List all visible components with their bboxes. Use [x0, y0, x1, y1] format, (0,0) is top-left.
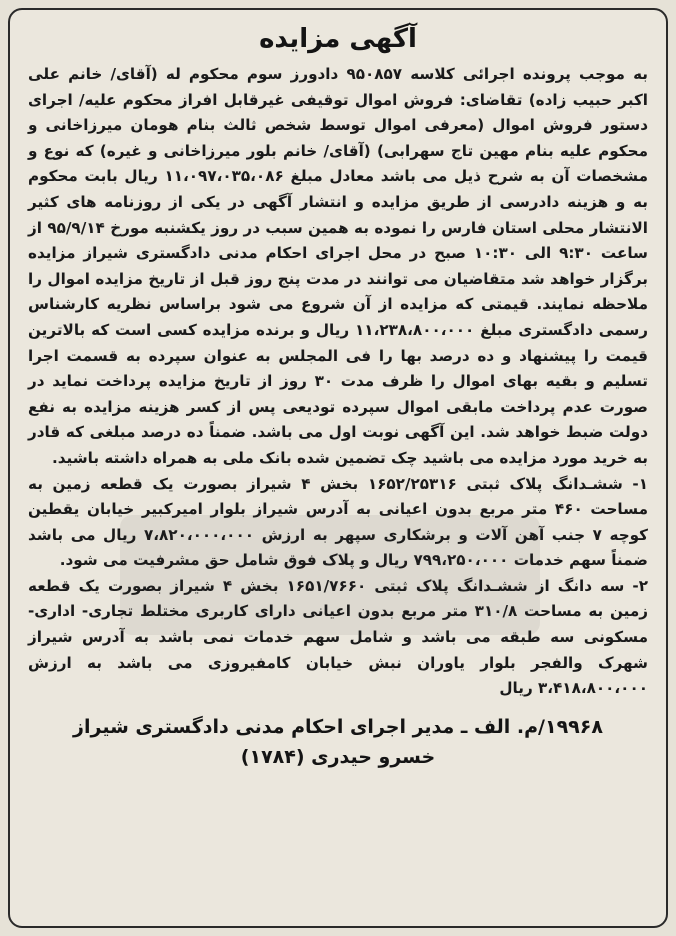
notice-body — [28, 62, 648, 702]
auction-item-2: ۲- سه دانگ از ششـدانگ پلاک ثبتی ۱۶۵۱/۷۶۶۰ بخش ۴ شیراز بصورت یک قطعه زمین به مساحت ۳۱۰/۸ متر مربع بدون اعیانی دارای کاربری مختلط تجاری- اداری- مسکونی سه طبقه می باشد و شامل سهم خدمات نمی باشد به آدرس شیراز شهرک والفجر بلوار یاوران نبش خیابان کامفیروزی می باشد به ارزش ۳،۴۱۸،۸۰۰،۰۰۰ ریال — [28, 576, 649, 698]
auction-item-1: ۱- ششـدانگ پلاک ثبتی ۱۶۵۲/۲۵۳۱۶ بخش ۴ شیراز بصورت یک قطعه زمین به مساحت ۴۶۰ متر مربع بدون اعیانی به آدرس شیراز بلوار امیرکبیر خیابان یقطین کوچه ۷ جنب آهن آلات و برشکاری سپهر به ارزش ۷،۸۲۰،۰۰۰،۰۰۰ ریال می باشد ضمناً سهم خدمات ۷۹۹،۲۵۰،۰۰۰ ریال و پلاک فوق شامل حق مشرفیت می شود. — [28, 474, 648, 570]
main-paragraph: به موجب پرونده اجرائی کلاسه ۹۵۰۸۵۷ دادورز سوم محکوم له (آقای/ خانم علی اکبر حبیب زاده) تقاضای: فروش اموال توقیفی غیرقابل افراز محکوم علیه/ اجرای دستور فروش اموال (معرفی اموال توسط شخص ثالث بنام هومان میرزاخانی و محکوم علیه بنام مهین تاج سهرابی) (آقای/ خانم بلور میرزاخانی و غیره) که نوع و مشخصات آن به شرح ذیل می باشد معادل مبلغ ۱۱،۰۹۷،۰۳۵،۰۸۶ ریال بابت محکوم به و هزینه دادرسی از طریق مزایده و انتشار آگهی در یکی از روزنامه های کثیر الانتشار محلی استان فارس را نموده به همین سبب در روز یکشنبه مورخ ۹۵/۹/۱۴ از ساعت ۹:۳۰ الی ۱۰:۳۰ صبح در محل اجرای احکام مدنی دادگستری شیراز مزایده برگزار خواهد شد متقاضیان می توانند در مدت پنج روز قبل از تاریخ مزایده اموال را ملاحظه نمایند. قیمتی که مزایده از آن شروع می شود براساس نظریه کارشناس رسمی دادگستری مبلغ ۱۱،۲۳۸،۸۰۰،۰۰۰ ریال و برنده مزایده کسی است که بالاترین قیمت را پیشنهاد و ده درصد بها را فی المجلس به عنوان سپرده به قسمت اجرا تسلیم و بقیه بهای اموال را ظرف مدت ۳۰ روز از تاریخ مزایده پرداخت نماید در صورت عدم پرداخت مابقی اموال سپرده تودیعی پس از کسر هزینه مزایده به نفع دولت ضبط خواهد شد. این آگهی نوبت اول می باشد. ضمناً ده درصد مبلغی که قادر به خرید مورد مزایده می باشید چک تضمین شده بانک ملی به همراه داشته باشید. — [28, 65, 648, 467]
notice-title: آگهی مزایده — [259, 24, 417, 54]
signature-line: ۱۹۹۶۸/م. الف ـ مدیر اجرای احکام مدنی دادگستری شیراز — [73, 715, 603, 738]
signer-name: خسرو حیدری (۱۷۸۴) — [240, 745, 436, 768]
notice-frame — [8, 8, 668, 928]
notice-footer — [28, 712, 648, 772]
